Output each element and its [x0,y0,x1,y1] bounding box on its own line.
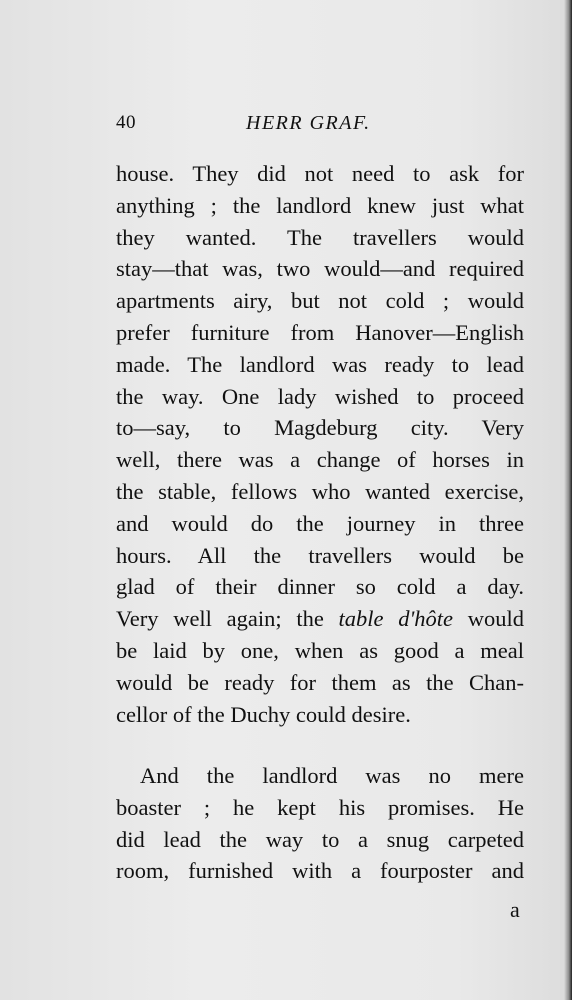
text-line: and would do the journey in three [116,510,524,536]
text-line: would be ready for them as the Chan- [116,669,524,695]
text-line: well, there was a change of horses in [116,447,524,473]
text-line: room, furnished with a fourposter and [116,858,524,884]
catchword: a [510,897,520,922]
text-line: be laid by one, when as good a meal [116,637,524,663]
text-line: hours. All the travellers would be [116,542,524,568]
text-line: glad of their dinner so cold a day. [116,574,524,600]
text-line: boaster ; he kept his promises. He [116,794,524,820]
paragraph-2 [116,760,524,887]
text-segment: Very well again; the [116,606,324,632]
text-line: to—say, to Magdeburg city. Very [116,415,524,441]
text-segment: would [467,606,525,632]
page-number: 40 [116,112,136,133]
running-title: HERR GRAF. [246,112,371,134]
text-line: house. They did not need to ask for [116,161,524,186]
text-line: the way. One lady wished to proceed [116,383,524,409]
page-header [116,112,526,142]
paragraph-1 [116,158,524,730]
text-line: And the landlord was no mere [140,763,524,788]
text-line: made. The landlord was ready to lead [116,351,524,377]
text-line: cellor of the Duchy could desire. [116,701,411,727]
text-line: prefer furniture from Hanover—English [116,319,524,345]
text-line: apartments airy, but not cold ; would [116,288,524,314]
text-line: they wanted. The travellers would [116,224,524,250]
page-edge-shadow [564,0,572,1000]
text-line-with-italic [116,603,524,635]
text-line: stay—that was, two would—and required [116,256,524,282]
text-line: did lead the way to a snug carpeted [116,826,524,852]
text-line: the stable, fellows who wanted exercise, [116,478,524,504]
text-line: anything ; the landlord knew just what [116,192,524,218]
italic-phrase: table d'hôte [338,606,454,632]
